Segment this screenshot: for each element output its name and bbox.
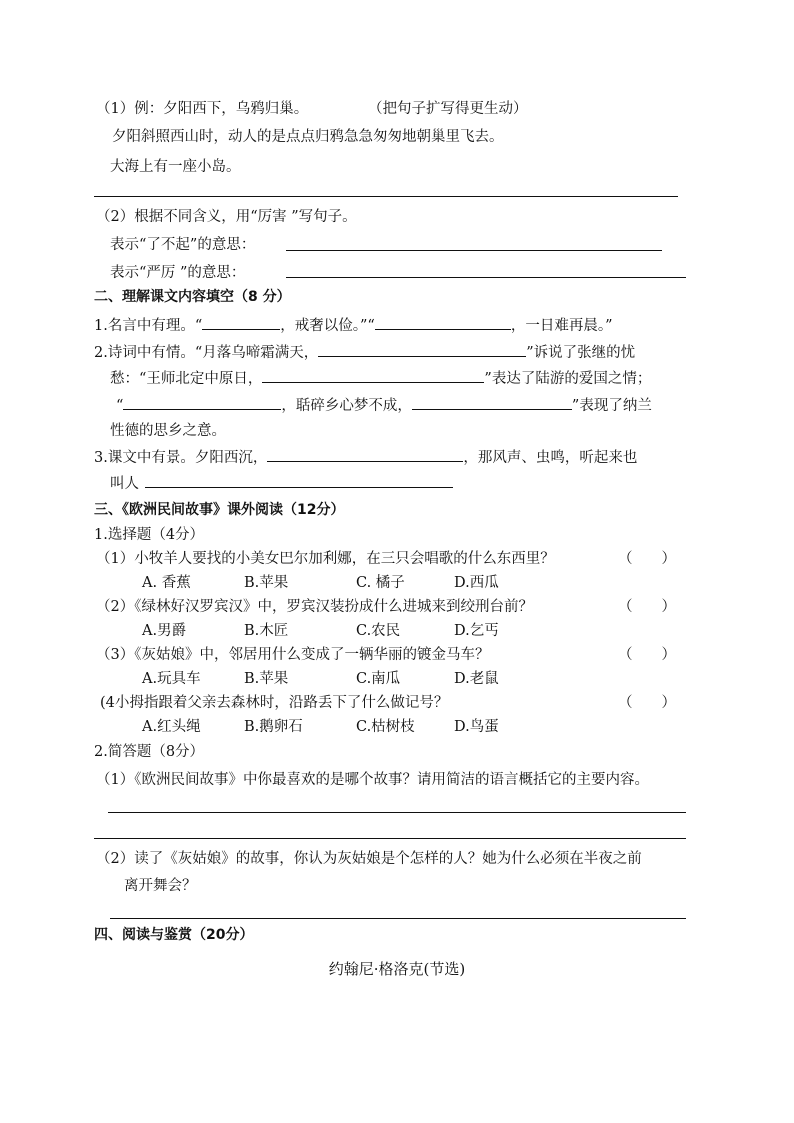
s3-q3-opt-a: A.玩具车 — [142, 671, 201, 687]
s3-sa2-text-b: 离开舞会？ — [124, 878, 197, 894]
s2-line-7 — [110, 472, 453, 495]
s3-q2-opt-a: A.男爵 — [142, 623, 187, 639]
s2-blank-5[interactable] — [123, 394, 281, 410]
s3-q4-text: (4小拇指跟着父亲去森林时，沿路丢下了什么做记号？ — [100, 695, 449, 711]
s2-line-3 — [110, 367, 651, 390]
s3-sa1-text: （1）《欧洲民间故事》中你最喜欢的是哪个故事？请用简洁的语言概括它的主要内容。 — [96, 772, 649, 788]
s2-blank-1[interactable] — [202, 314, 280, 330]
s3-q4-opt-b: B.鹅卵石 — [244, 719, 303, 735]
s3-q4-opt-a: A.红头绳 — [142, 719, 201, 735]
s3-q2-opt-b: B.木匠 — [244, 623, 289, 639]
s2-line-6 — [94, 446, 637, 469]
q1-instruction: （把句子扩写得更生动） — [368, 101, 528, 117]
s3-q3-opt-c: C.南瓜 — [356, 671, 401, 687]
s2-line-2 — [94, 341, 635, 364]
s3-sa2-text-a: （2）读了《灰姑娘》的故事，你认为灰姑娘是个怎样的人？她为什么必须在半夜之前 — [96, 851, 642, 867]
section-3-heading: 三、《欧洲民间故事》课外阅读（12分） — [94, 502, 345, 518]
s2-l6b: ，那风声、虫鸣，听起来也 — [463, 450, 638, 466]
s3-sa1-answer-line-2[interactable] — [94, 838, 686, 839]
s3-q2-opt-c: C.农民 — [356, 623, 401, 639]
s3-q1-opt-d: D.西瓜 — [454, 575, 499, 591]
s3-q1-opt-b: B.苹果 — [244, 575, 289, 591]
q1-answer-line[interactable] — [94, 196, 678, 197]
s3-q1-opt-a: A. 香蕉 — [142, 575, 191, 591]
q1-prompt: 大海上有一座小岛。 — [110, 159, 241, 175]
q2-title: （2）根据不同含义，用“厉害 ”写句子。 — [96, 209, 357, 225]
s3-q1-opt-c: C. 橘子 — [356, 575, 405, 591]
s3-sub-1: 1.选择题（4分） — [94, 527, 205, 543]
section-4-heading: 四、阅读与鉴赏（20分） — [94, 927, 254, 943]
s2-l2a: 2.诗词中有情。“月落乌啼霜满天， — [94, 345, 319, 361]
passage-title: 约翰尼·格洛克(节选) — [328, 960, 466, 978]
s3-q4-opt-c: C.枯树枝 — [356, 719, 415, 735]
s2-l4a: “ — [116, 398, 124, 414]
s3-sa1-answer-line-1[interactable] — [108, 812, 686, 813]
s2-l6a: 3.课文中有景。夕阳西沉， — [94, 450, 268, 466]
s2-l1a: 1.名言中有理。“ — [94, 318, 203, 334]
s2-blank-3[interactable] — [318, 341, 526, 357]
s3-q3-opt-d: D.老鼠 — [454, 671, 499, 687]
s2-blank-7[interactable] — [267, 446, 463, 462]
s2-line-1 — [94, 314, 613, 337]
s2-l1c: ，一日难再晨。” — [510, 318, 613, 334]
s2-l3a: 愁：“王师北定中原日， — [110, 371, 263, 387]
q1-example: （1）例：夕阳西下，乌鸦归巢。 — [96, 101, 309, 117]
s3-sub-2: 2.简答题（8分） — [94, 744, 205, 760]
s3-q3-answer-paren[interactable]: （ ） — [618, 647, 676, 663]
q1-model-sentence: 夕阳斜照西山时，动人的是点点归鸦急急匆匆地朝巢里飞去。 — [112, 129, 504, 145]
s3-q4-opt-d: D.鸟蛋 — [454, 719, 499, 735]
q2-a-answer-line[interactable] — [286, 250, 662, 251]
s2-line-4 — [116, 394, 652, 417]
s2-blank-2[interactable] — [375, 314, 511, 330]
s3-q1-answer-paren[interactable]: （ ） — [618, 551, 676, 567]
s3-q4-answer-paren[interactable]: （ ） — [618, 695, 676, 711]
s2-l1b: ，戒奢以俭。”“ — [280, 318, 375, 334]
s2-line-5: 性德的思乡之意。 — [110, 423, 226, 439]
s3-q2-answer-paren[interactable]: （ ） — [618, 599, 676, 615]
s2-l2b: ”诉说了张继的忧 — [526, 345, 636, 361]
s3-sa2-answer-line[interactable] — [110, 918, 686, 919]
s2-l4b: ，聒碎乡心梦不成， — [281, 398, 412, 414]
q2-b-answer-line[interactable] — [286, 277, 686, 278]
s2-blank-8[interactable] — [145, 472, 453, 488]
s2-l4c: ”表现了纳兰 — [571, 398, 652, 414]
s3-q3-text: （3）《灰姑娘》中，邻居用什么变成了一辆华丽的镀金马车？ — [96, 647, 490, 663]
s2-blank-6[interactable] — [412, 394, 572, 410]
s2-blank-4[interactable] — [262, 367, 484, 383]
s2-l7: 叫人 — [110, 476, 139, 492]
s3-q2-opt-d: D.乞丐 — [454, 623, 499, 639]
s2-l3b: ”表达了陆游的爱国之情； — [484, 371, 652, 387]
s3-q1-text: （1）小牧羊人要找的小美女巴尔加利娜，在三只会唱歌的什么东西里？ — [96, 551, 555, 567]
section-2-heading: 二、理解课文内容填空（8 分） — [94, 289, 291, 305]
s3-q2-text: （2）《绿林好汉罗宾汉》中，罗宾汉装扮成什么进城来到绞刑台前？ — [96, 599, 533, 615]
s3-q3-opt-b: B.苹果 — [244, 671, 289, 687]
q2-b-label: 表示“严厉 ”的意思： — [110, 265, 246, 281]
q2-a-label: 表示“了不起”的意思： — [110, 237, 256, 253]
